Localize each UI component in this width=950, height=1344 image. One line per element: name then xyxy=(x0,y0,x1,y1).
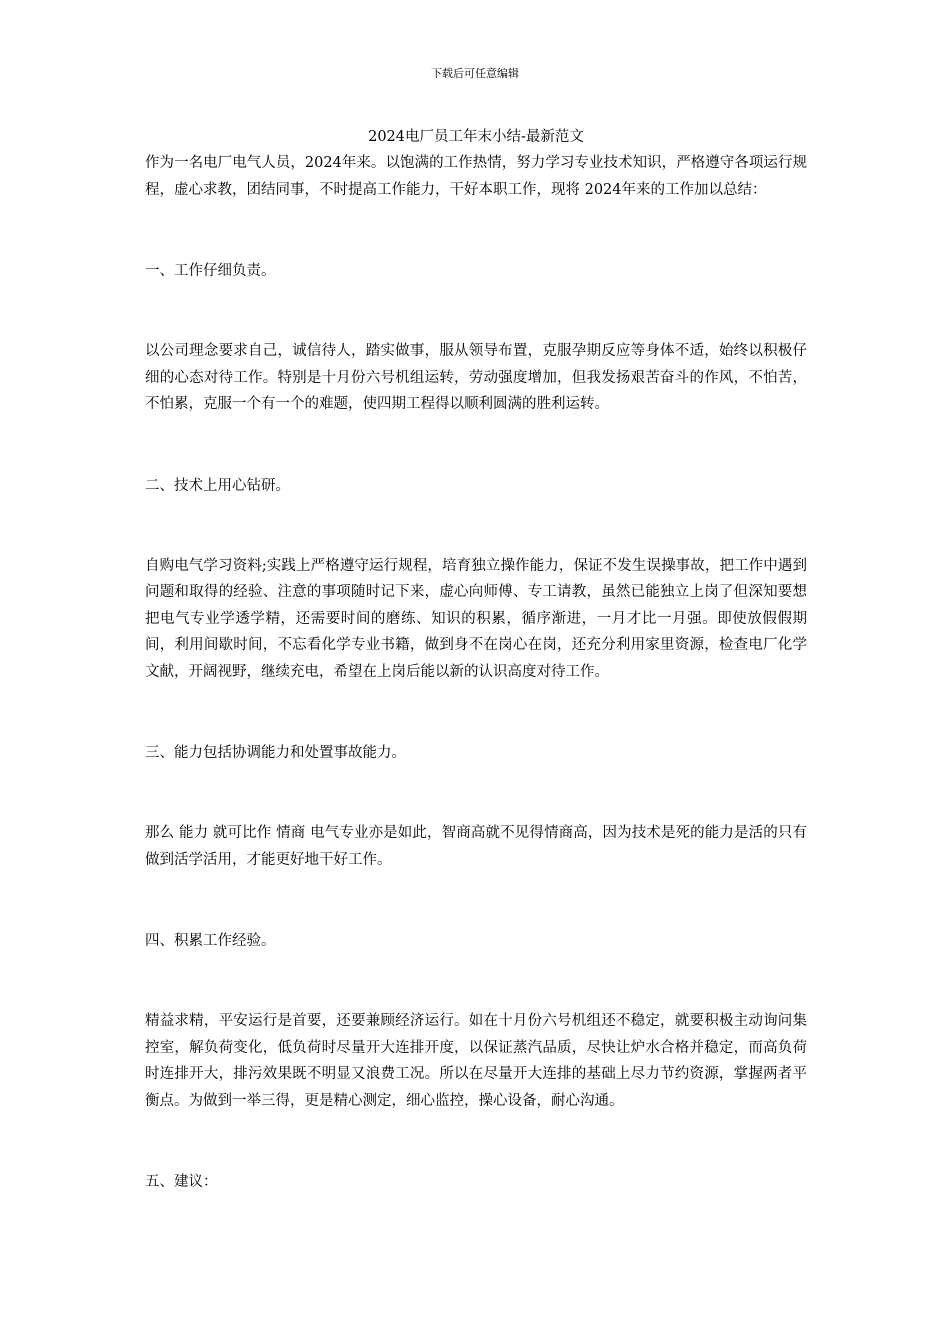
spacer xyxy=(145,499,807,553)
spacer xyxy=(145,766,807,820)
section-heading-1: 一、工作仔细负责。 xyxy=(145,263,276,279)
spacer xyxy=(145,873,807,928)
section-heading-3: 三、能力包括协调能力和处置事故能力。 xyxy=(145,745,406,761)
section-heading-5: 五、建议： xyxy=(145,1174,218,1190)
section-body-1: 以公司理念要求自己，诚信待人，踏实做事，服从领导布置，克服孕期反应等身体不适，始终以积极仔细的心态对待工作。特别是十月份六号机组运转，劳动强度增加，但我发扬艰苦奋斗的作风，不怕苦，不怕累，克服一个有一个的难题，使四期工程得以顺利圆满的胜利运转。 xyxy=(145,343,807,412)
header-note: 下载后可任意编辑 xyxy=(431,67,519,80)
section-heading-2: 二、技术上用心钻研。 xyxy=(145,477,290,494)
spacer xyxy=(145,418,807,473)
section-body-3: 那么 能力 就可比作 情商 电气专业亦是如此，智商高就不见得情商高，因为技术是死的能力是活的只有做到活学活用，才能更好地干好工作。 xyxy=(145,825,807,868)
section-body-4: 精益求精，平安运行是首要，还要兼顾经济运行。如在十月份六号机组还不稳定，就要积极主动询问集控室，解负荷变化，低负荷时尽量开大连排开度，以保证蒸汽品质，尽快让炉水合格并稳定，而高负荷时连排开大，排污效果既不明显又浪费工况。所以在尽量开大连排的基础上尽力节约资源，掌握两者平衡点。为做到一举三得，更是精心测定，细心监控，操心设备，耐心沟通。 xyxy=(145,1013,807,1109)
spacer xyxy=(145,954,807,1008)
spacer xyxy=(145,284,807,338)
spacer xyxy=(145,685,807,740)
spacer xyxy=(145,1114,807,1169)
intro-paragraph: 作为一名电厂电气人员，2024年来。以饱满的工作热情，努力学习专业技术知识，严格遵守各项运行规程，虚心求教，团结同事，不时提高工作能力，干好本职工作，现将 2024年来的工作加以总结： xyxy=(145,155,807,198)
document-title: 2024电厂员工年末小结-最新范文 xyxy=(368,129,584,145)
section-heading-4: 四、积累工作经验。 xyxy=(145,933,276,949)
document-content xyxy=(145,124,807,1195)
spacer xyxy=(145,203,807,258)
section-body-2: 自购电气学习资料;实践上严格遵守运行规程，培育独立操作能力，保证不发生误操事故，把工作中遇到问题和取得的经验、注意的事项随时记下来，虚心向师傅、专工请教，虽然已能独立上岗了但深知要想把电气专业学透学精，还需要时间的磨练、知识的积累，循序渐进，一月才比一月强。即使放假假期间，利用间歇时间，不忘看化学专业书籍，做到身不在岗心在岗，还充分利用家里资源，检查电厂化学文献，开阔视野，继续充电，希望在上岗后能以新的认识高度对待工作。 xyxy=(145,557,807,680)
